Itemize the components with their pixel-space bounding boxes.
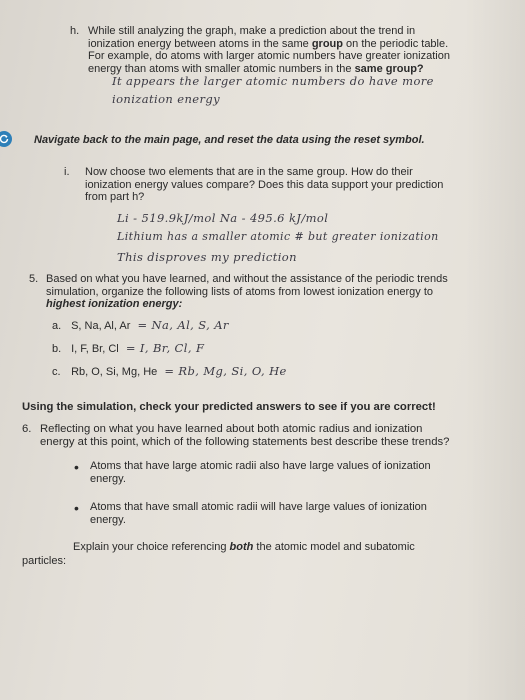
- statement-option-1-line1: Atoms that have large atomic radii also have large values of ionization: [90, 460, 431, 472]
- question-i-line1: Now choose two elements that are in the same group. How do their: [85, 166, 413, 178]
- list-item-marker: c.: [52, 366, 61, 378]
- list-item-5b: [52, 342, 204, 356]
- list-item-answer: = Na, Al, S, Ar: [137, 318, 229, 332]
- question-i: [64, 166, 485, 204]
- question-6-line2: energy at this point, which of the following statements best describe these trends?: [40, 435, 450, 448]
- bullet-icon: •: [74, 500, 79, 516]
- question-h: [70, 25, 488, 75]
- question-i-line2: ionization energy values compare? Does this data support your prediction: [85, 178, 444, 191]
- simulation-check-instruction: Using the simulation, check your predicted answers to see if you are correct!: [22, 401, 436, 413]
- answer-h-line2: ionization energy: [112, 92, 221, 106]
- question-i-marker: i.: [64, 166, 70, 178]
- question-5-line1: Based on what you have learned, and without the assistance of the periodic trends: [46, 273, 448, 285]
- statement-option-1-line2: energy.: [90, 472, 126, 485]
- question-5-line3: highest ionization energy:: [46, 298, 183, 310]
- question-h-line2: ionization energy between atoms in the same group on the periodic table.: [88, 37, 449, 50]
- list-item-5c: [52, 365, 287, 379]
- statement-option-2: [74, 500, 490, 526]
- explain-prompt: Explain your choice referencing both the atomic model and subatomic: [73, 541, 415, 553]
- list-item-text: Rb, O, Si, Mg, He: [71, 366, 158, 378]
- explain-prompt-line2: particles:: [22, 555, 67, 567]
- navigate-instruction: Navigate back to the main page, and reset the data using the reset symbol.: [34, 134, 425, 146]
- statement-option-2-line1: Atoms that have small atomic radii will have large values of ionization: [90, 501, 427, 513]
- question-6-line1: Reflecting on what you have learned about both atomic radius and ionization: [40, 423, 423, 435]
- answer-i-line3: This disproves my prediction: [117, 250, 297, 264]
- answer-h-line1: It appears the larger atomic numbers do have more: [112, 74, 434, 88]
- list-item-answer: = I, Br, Cl, F: [125, 341, 205, 355]
- question-h-line1: While still analyzing the graph, make a prediction about the trend in: [88, 25, 416, 37]
- question-6-marker: 6.: [22, 423, 32, 435]
- list-item-answer: = Rb, Mg, Si, O, He: [164, 364, 287, 378]
- question-5: [29, 273, 486, 311]
- question-6: [22, 423, 500, 448]
- bullet-icon: •: [74, 459, 79, 475]
- statement-option-2-line2: energy.: [90, 513, 126, 526]
- statement-option-1: [74, 459, 490, 485]
- question-5-line2: simulation, organize the following lists of atoms from lowest ionization energy to: [46, 285, 434, 298]
- question-h-marker: h.: [70, 25, 80, 37]
- answer-i-line2: Lithium has a smaller atomic # but greater ionization: [117, 230, 439, 243]
- question-5-marker: 5.: [29, 273, 39, 285]
- question-h-line3: For example, do atoms with larger atomic numbers have greater ionization: [88, 50, 450, 62]
- reset-icon: [0, 131, 12, 147]
- list-item-text: S, Na, Al, Ar: [71, 320, 131, 332]
- question-i-line3: from part h?: [85, 191, 145, 203]
- page-shadow: [465, 0, 525, 700]
- list-item-text: I, F, Br, Cl: [71, 343, 119, 355]
- list-item-marker: b.: [52, 343, 62, 355]
- answer-i-line1: Li - 519.9kJ/mol Na - 495.6 kJ/mol: [117, 211, 329, 225]
- list-item-marker: a.: [52, 320, 62, 332]
- question-h-line4: energy than atoms with smaller atomic numbers in the same group?: [88, 62, 424, 75]
- list-item-5a: [52, 319, 229, 333]
